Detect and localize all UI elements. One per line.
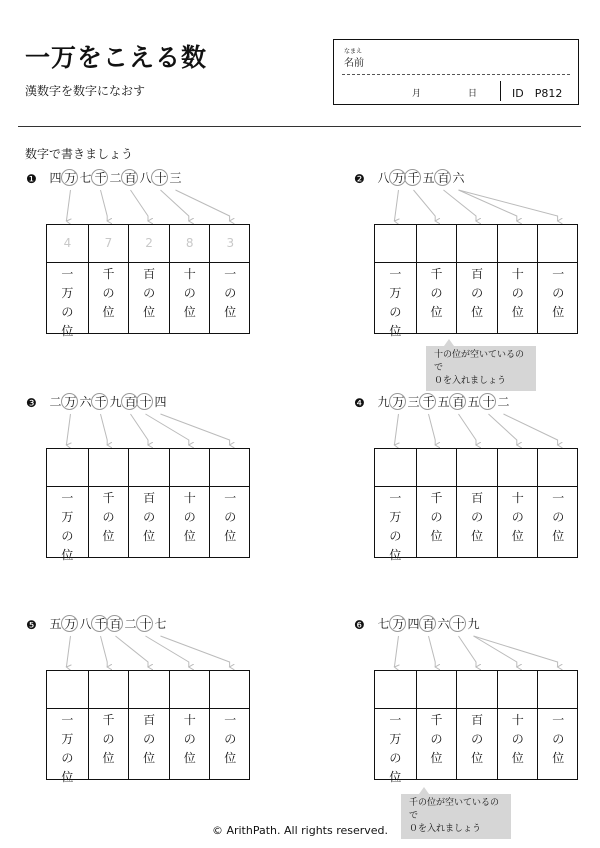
place-column xyxy=(209,671,250,779)
circled-unit-char: 百 xyxy=(124,171,137,185)
place-label: 十 の 位 xyxy=(183,267,196,319)
guide-arrow xyxy=(101,636,108,667)
guide-arrow xyxy=(66,636,70,667)
place-column xyxy=(497,449,538,557)
circled-unit-char: 万 xyxy=(392,171,405,185)
place-value-table xyxy=(46,670,250,784)
place-column xyxy=(209,225,250,333)
guide-arrows xyxy=(354,172,584,232)
answer-cell[interactable]: 2 xyxy=(129,225,169,263)
kanji-char: 六 xyxy=(437,617,450,631)
place-label: 一 万 の 位 xyxy=(61,713,74,784)
answer-cell[interactable] xyxy=(498,225,538,263)
place-label: 一 の 位 xyxy=(224,267,237,319)
problem-6 xyxy=(354,618,574,818)
answer-cell[interactable] xyxy=(47,449,88,487)
place-label: 十 の 位 xyxy=(511,491,524,543)
place-label: 千 の 位 xyxy=(430,491,443,543)
answer-cell[interactable] xyxy=(129,671,169,709)
hint-callout: 十の位が空いているので ０を入れましょう xyxy=(426,346,536,391)
place-label: 一 万 の 位 xyxy=(389,713,402,784)
divider xyxy=(500,81,501,101)
answer-cell[interactable]: 8 xyxy=(170,225,210,263)
circled-unit-char: 十 xyxy=(452,617,465,631)
name-label: 名前 xyxy=(344,58,364,69)
place-label: 千 の 位 xyxy=(102,713,115,765)
place-value-table xyxy=(46,448,250,562)
place-label: 一 万 の 位 xyxy=(389,267,402,338)
circled-unit-char: 千 xyxy=(94,395,107,409)
place-column xyxy=(497,671,538,779)
place-column xyxy=(169,225,210,333)
guide-arrow xyxy=(429,636,436,667)
circled-unit-char: 十 xyxy=(139,617,152,631)
kanji-char: 二 xyxy=(124,617,137,631)
answer-cell[interactable] xyxy=(375,671,416,709)
problem-3 xyxy=(26,396,246,596)
guide-arrow xyxy=(131,190,149,221)
problem-number: ❶ xyxy=(26,172,37,186)
guide-arrow xyxy=(394,636,398,667)
place-column xyxy=(128,671,169,779)
place-value-table xyxy=(46,224,250,338)
guide-arrow xyxy=(146,414,189,445)
circled-unit-char: 百 xyxy=(452,395,465,409)
name-line[interactable] xyxy=(342,74,570,75)
place-label: 千 の 位 xyxy=(102,267,115,319)
answer-cell[interactable] xyxy=(129,449,169,487)
place-column xyxy=(47,225,88,338)
place-value-table xyxy=(374,224,578,338)
kanji-char: 九 xyxy=(377,395,390,409)
answer-cell[interactable] xyxy=(170,449,210,487)
kanji-char: 四 xyxy=(154,395,167,409)
answer-cell[interactable] xyxy=(170,671,210,709)
place-column xyxy=(209,449,250,557)
place-label: 百 の 位 xyxy=(143,713,156,765)
place-label: 千 の 位 xyxy=(102,491,115,543)
kanji-char: 八 xyxy=(377,171,390,185)
circled-unit-char: 百 xyxy=(437,171,450,185)
kanji-char: 五 xyxy=(437,395,450,409)
circled-unit-char: 万 xyxy=(64,395,77,409)
place-column xyxy=(497,225,538,333)
guide-arrows xyxy=(354,396,584,456)
kanji-char: 六 xyxy=(79,395,92,409)
circled-unit-char: 千 xyxy=(407,171,420,185)
place-column xyxy=(375,225,416,338)
hint-callout: 千の位が空いているので ０を入れましょう xyxy=(401,794,511,839)
kanji-char: 五 xyxy=(467,395,480,409)
place-column xyxy=(169,671,210,779)
answer-cell[interactable] xyxy=(89,671,129,709)
place-label: 十 の 位 xyxy=(511,267,524,319)
kanji-char: 八 xyxy=(79,617,92,631)
kanji-char: 八 xyxy=(139,171,152,185)
circled-unit-char: 万 xyxy=(392,395,405,409)
answer-cell[interactable] xyxy=(498,449,538,487)
circled-unit-char: 百 xyxy=(422,617,435,631)
answer-cell[interactable]: 3 xyxy=(210,225,250,263)
guide-arrow xyxy=(146,636,189,667)
header-divider xyxy=(18,126,581,127)
instruction: 数字で書きましょう xyxy=(25,147,134,161)
kanji-char: 九 xyxy=(467,617,480,631)
place-label: 一 の 位 xyxy=(552,491,565,543)
circled-unit-char: 万 xyxy=(64,171,77,185)
guide-arrow xyxy=(66,190,70,221)
answer-cell[interactable] xyxy=(457,671,497,709)
answer-cell[interactable] xyxy=(210,449,250,487)
circled-unit-char: 百 xyxy=(109,617,122,631)
circled-unit-char: 千 xyxy=(94,617,107,631)
kanji-char: 四 xyxy=(407,617,420,631)
place-column xyxy=(537,671,578,779)
place-label: 千 の 位 xyxy=(430,267,443,319)
guide-arrow xyxy=(131,414,149,445)
place-label: 百 の 位 xyxy=(471,267,484,319)
answer-cell[interactable] xyxy=(47,671,88,709)
day-label: 日 xyxy=(468,89,478,99)
circled-unit-char: 十 xyxy=(139,395,152,409)
guide-arrow xyxy=(66,414,70,445)
guide-arrow xyxy=(394,414,398,445)
place-column xyxy=(416,449,457,557)
page-title: 一万をこえる数 xyxy=(25,43,208,72)
problem-number: ❷ xyxy=(354,172,365,186)
problem-number: ❹ xyxy=(354,396,365,410)
kanji-char: 二 xyxy=(497,395,510,409)
kanji-char: 九 xyxy=(109,395,122,409)
place-column xyxy=(88,225,129,333)
answer-cell[interactable] xyxy=(210,671,250,709)
place-label: 百 の 位 xyxy=(143,491,156,543)
problem-1 xyxy=(26,172,246,372)
kanji-char: 七 xyxy=(79,171,92,185)
place-column xyxy=(456,449,497,557)
circled-unit-char: 万 xyxy=(392,617,405,631)
place-label: 百 の 位 xyxy=(471,713,484,765)
place-label: 千 の 位 xyxy=(430,713,443,765)
kanji-char: 五 xyxy=(422,171,435,185)
copyright: © ArithPath. All rights reserved. xyxy=(211,824,389,837)
place-column xyxy=(456,225,497,333)
answer-cell[interactable] xyxy=(375,449,416,487)
guide-arrows xyxy=(26,172,256,232)
kanji-char: 二 xyxy=(49,395,62,409)
guide-arrow xyxy=(474,636,558,667)
answer-cell[interactable] xyxy=(538,671,578,709)
guide-arrow xyxy=(116,636,149,667)
place-column xyxy=(169,449,210,557)
place-value-table xyxy=(374,670,578,784)
kanji-char: 七 xyxy=(154,617,167,631)
guide-arrow xyxy=(414,190,436,221)
circled-unit-char: 千 xyxy=(422,395,435,409)
guide-arrow xyxy=(504,414,558,445)
place-label: 百 の 位 xyxy=(143,267,156,319)
place-value-table xyxy=(374,448,578,562)
place-column xyxy=(375,449,416,562)
place-column xyxy=(88,671,129,779)
answer-cell[interactable] xyxy=(538,449,578,487)
place-column xyxy=(47,449,88,562)
place-column xyxy=(47,671,88,784)
place-label: 一 万 の 位 xyxy=(61,491,74,562)
circled-unit-char: 十 xyxy=(482,395,495,409)
place-label: 一 の 位 xyxy=(552,267,565,319)
place-label: 一 万 の 位 xyxy=(389,491,402,562)
kanji-char: 四 xyxy=(49,171,62,185)
guide-arrow xyxy=(459,636,477,667)
place-column xyxy=(537,449,578,557)
guide-arrow xyxy=(444,190,477,221)
problem-5 xyxy=(26,618,246,818)
kanji-char: 五 xyxy=(49,617,62,631)
answer-cell[interactable] xyxy=(417,225,457,263)
guide-arrow xyxy=(429,414,436,445)
kanji-char: 七 xyxy=(377,617,390,631)
answer-cell[interactable] xyxy=(417,671,457,709)
kanji-char: 二 xyxy=(109,171,122,185)
guide-arrows xyxy=(354,618,584,678)
answer-cell[interactable]: 7 xyxy=(89,225,129,263)
answer-cell[interactable]: 4 xyxy=(47,225,88,263)
answer-cell[interactable] xyxy=(457,449,497,487)
place-label: 一 万 の 位 xyxy=(61,267,74,338)
guide-arrow xyxy=(459,190,558,221)
guide-arrow xyxy=(394,190,398,221)
answer-cell[interactable] xyxy=(89,449,129,487)
place-column xyxy=(416,671,457,779)
guide-arrows xyxy=(26,396,256,456)
problem-2 xyxy=(354,172,574,372)
name-box xyxy=(333,39,579,105)
guide-arrow xyxy=(101,190,108,221)
guide-arrows xyxy=(26,618,256,678)
problem-4 xyxy=(354,396,574,596)
kanji-char: 三 xyxy=(407,395,420,409)
guide-arrow xyxy=(459,190,517,221)
answer-cell[interactable] xyxy=(538,225,578,263)
answer-cell[interactable] xyxy=(417,449,457,487)
circled-unit-char: 万 xyxy=(64,617,77,631)
place-column xyxy=(128,449,169,557)
answer-cell[interactable] xyxy=(375,225,416,263)
circled-unit-char: 十 xyxy=(154,171,167,185)
place-label: 十 の 位 xyxy=(511,713,524,765)
month-label: 月 xyxy=(412,89,422,99)
kanji-char: 三 xyxy=(169,171,182,185)
place-label: 百 の 位 xyxy=(471,491,484,543)
place-label: 一 の 位 xyxy=(224,713,237,765)
circled-unit-char: 百 xyxy=(124,395,137,409)
answer-cell[interactable] xyxy=(457,225,497,263)
place-label: 十 の 位 xyxy=(183,491,196,543)
guide-arrow xyxy=(459,414,477,445)
place-column xyxy=(537,225,578,333)
page-subtitle: 漢数字を数字になおす xyxy=(25,84,146,98)
place-label: 一 の 位 xyxy=(552,713,565,765)
place-column xyxy=(88,449,129,557)
guide-arrow xyxy=(176,190,230,221)
place-column xyxy=(456,671,497,779)
place-column xyxy=(128,225,169,333)
place-column xyxy=(375,671,416,784)
name-ruby: なまえ xyxy=(344,48,363,55)
place-column xyxy=(416,225,457,333)
circled-unit-char: 千 xyxy=(94,171,107,185)
kanji-char: 六 xyxy=(452,171,465,185)
guide-arrow xyxy=(101,414,108,445)
place-label: 一 の 位 xyxy=(224,491,237,543)
worksheet-id: ID P812 xyxy=(512,87,563,100)
place-label: 十 の 位 xyxy=(183,713,196,765)
answer-cell[interactable] xyxy=(498,671,538,709)
guide-arrow xyxy=(474,636,517,667)
problem-number: ❸ xyxy=(26,396,37,410)
problem-number: ❻ xyxy=(354,618,365,632)
problem-number: ❺ xyxy=(26,618,37,632)
